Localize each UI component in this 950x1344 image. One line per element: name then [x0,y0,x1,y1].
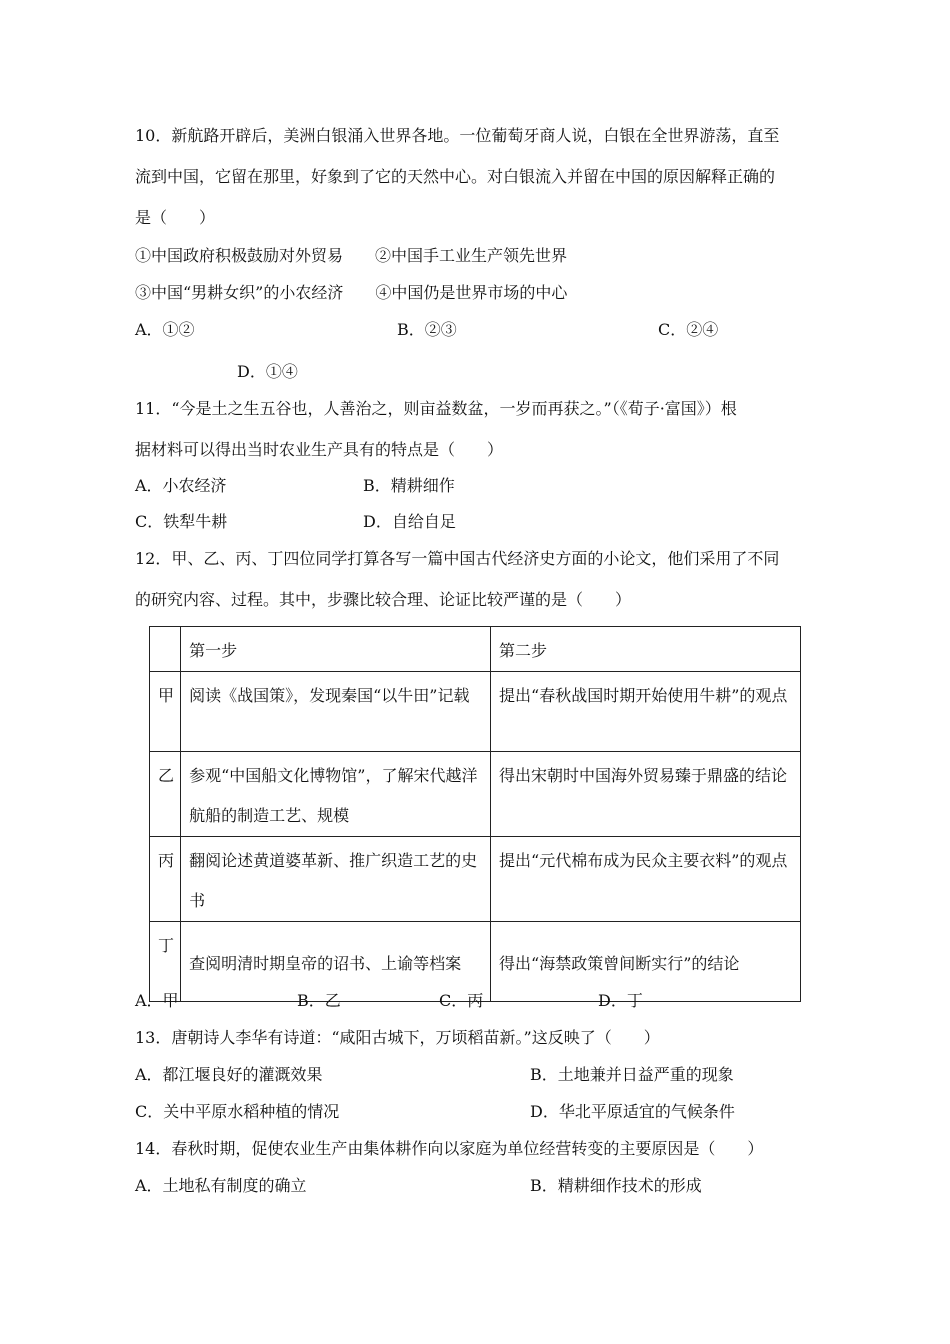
q10-statements-1-2: ①中国政府积极鼓励对外贸易 ②中国手工业生产领先世界 [135,246,568,265]
q12-option-d: D．丁 [598,991,643,1010]
q12-option-c: C．丙 [439,991,484,1010]
row-step2: 提出“春秋战国时期开始使用牛耕”的观点 [491,672,801,752]
table-header-step1: 第一步 [181,627,491,672]
q11-stem-line1: 11．“今是土之生五谷也，人善治之，则亩益数盆，一岁而再获之。”（《荀子·富国》）根 [135,399,737,418]
table-row [150,837,801,922]
row-key: 甲 [150,672,181,752]
row-key: 丁 [150,922,181,1002]
q11-option-b: B．精耕细作 [363,476,455,495]
q11-option-d: D．自给自足 [363,512,456,531]
q10-stem-line3: 是（ ） [135,208,216,227]
row-key: 乙 [150,752,181,837]
row-key: 丙 [150,837,181,922]
row-step2: 提出“元代棉布成为民众主要衣料”的观点 [491,837,801,922]
table-header-step2: 第二步 [491,627,801,672]
table-header-empty [150,627,181,672]
q10-statements-3-4: ③中国“男耕女织”的小农经济 ④中国仍是世界市场的中心 [135,283,568,302]
q13-stem: 13．唐朝诗人李华有诗道：“咸阳古城下，万顷稻苗新。”这反映了（ ） [135,1028,660,1047]
q10-option-b: B．②③ [397,320,457,339]
q11-stem-line2: 据材料可以得出当时农业生产具有的特点是（ ） [135,440,504,459]
q10-stem-line1: 10．新航路开辟后，美洲白银涌入世界各地。一位葡萄牙商人说，白银在全世界游荡，直至 [135,126,780,145]
row-step2: 得出“海禁政策曾间断实行”的结论 [491,922,801,1002]
q12-option-b: B．乙 [297,991,341,1010]
q10-option-d: D．①④ [237,362,298,381]
row-step1: 翻阅论述黄道婆革新、推广织造工艺的史书 [181,837,491,922]
q11-option-a: A．小农经济 [135,476,227,495]
q12-steps-table [149,626,801,1002]
q11-option-c: C．铁犁牛耕 [135,512,228,531]
q10-option-c: C．②④ [658,320,719,339]
table-row [150,922,801,1002]
q12-stem-line2: 的研究内容、过程。其中，步骤比较合理、论证比较严谨的是（ ） [135,590,632,609]
row-step1: 参观“中国船文化博物馆”，了解宋代越洋航船的制造工艺、规模 [181,752,491,837]
q10-stem-line2: 流到中国，它留在那里，好象到了它的天然中心。对白银流入并留在中国的原因解释正确的 [135,167,776,186]
q13-option-b: B．土地兼并日益严重的现象 [530,1065,734,1084]
row-step1: 查阅明清时期皇帝的诏书、上谕等档案 [181,922,491,1002]
q14-option-a: A．土地私有制度的确立 [135,1176,307,1195]
row-step1: 阅读《战国策》，发现秦国“以牛田”记载 [181,672,491,752]
q12-option-a: A．甲 [135,991,179,1010]
table-row [150,672,801,752]
table-header-row [150,627,801,672]
q13-option-c: C．关中平原水稻种植的情况 [135,1102,340,1121]
q12-stem-line1: 12．甲、乙、丙、丁四位同学打算各写一篇中国古代经济史方面的小论文，他们采用了不同 [135,549,780,568]
q10-option-a: A．①② [135,320,195,339]
q13-option-a: A．都江堰良好的灌溉效果 [135,1065,323,1084]
row-step2: 得出宋朝时中国海外贸易臻于鼎盛的结论 [491,752,801,837]
q14-stem: 14．春秋时期，促使农业生产由集体耕作向以家庭为单位经营转变的主要原因是（ ） [135,1139,764,1158]
q14-option-b: B．精耕细作技术的形成 [530,1176,702,1195]
q13-option-d: D．华北平原适宜的气候条件 [530,1102,735,1121]
table-row [150,752,801,837]
